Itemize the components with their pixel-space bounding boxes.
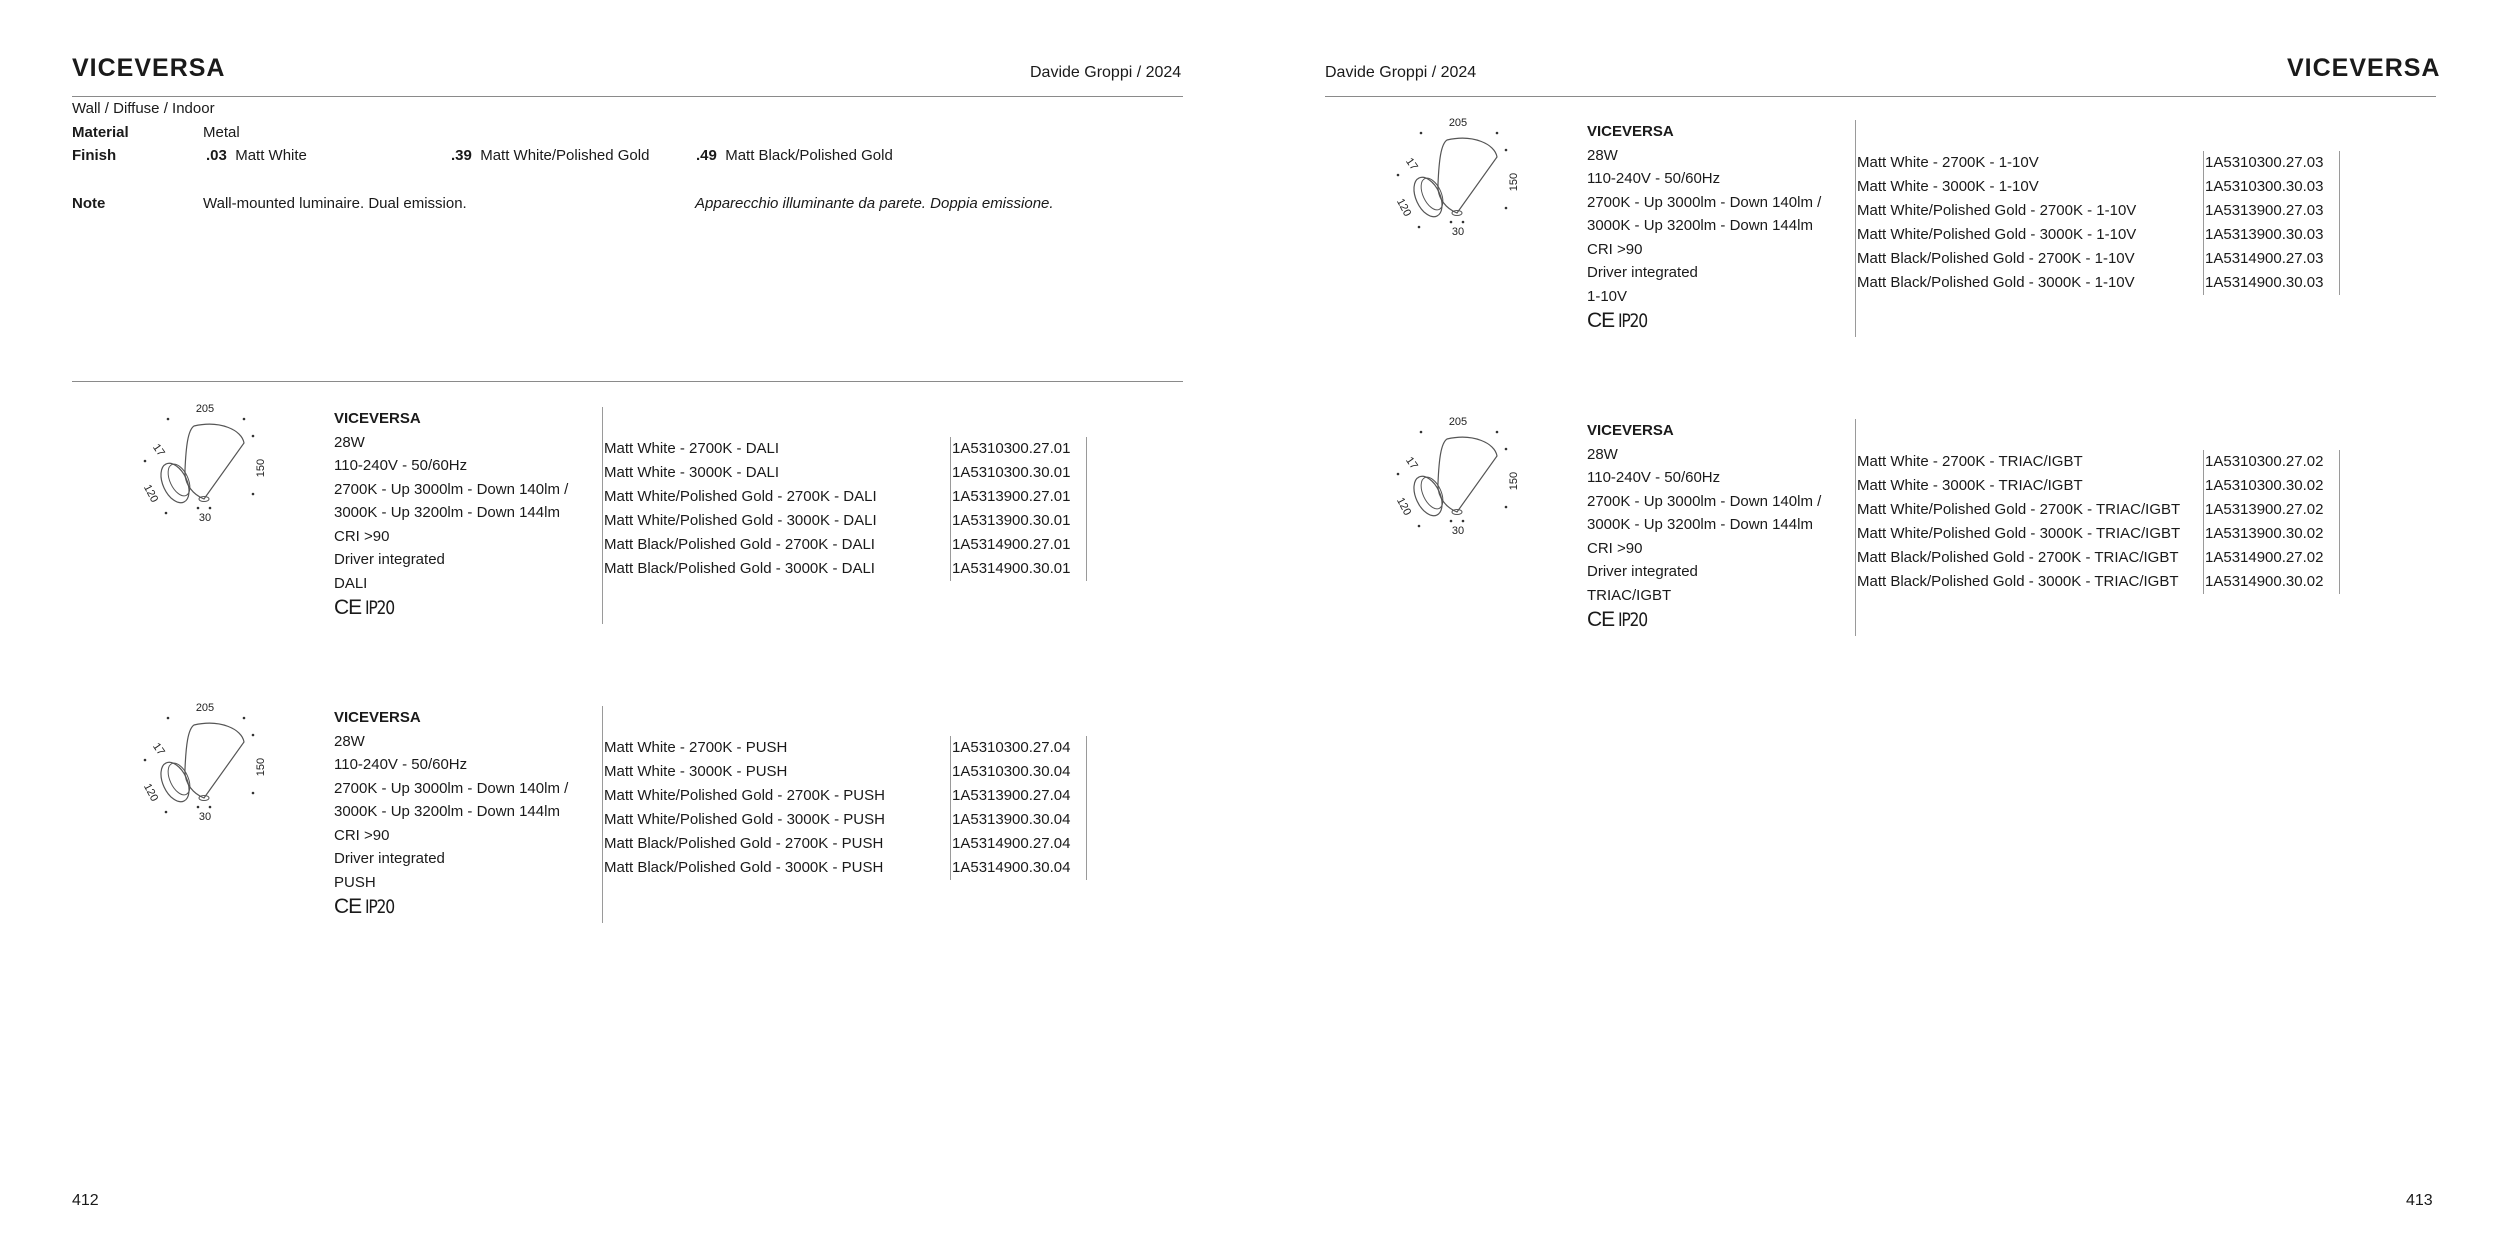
product-driver: Driver integrated (1587, 563, 1698, 580)
variant-code: 1A5310300.27.02 (2205, 453, 2324, 470)
product-control: 1-10V (1587, 287, 1628, 305)
ce-mark: CE (1587, 309, 1615, 332)
variant-code: 1A5313900.27.04 (952, 787, 1071, 804)
code-divider (950, 437, 951, 581)
variant-description: Matt Black/Polished Gold - 2700K - 1-10V (1857, 250, 2135, 267)
product-lumen-line-1: 2700K - Up 3000lm - Down 140lm / (1587, 492, 1822, 510)
finish-item (206, 144, 307, 168)
variant-description: Matt Black/Polished Gold - 2700K - DALI (604, 536, 875, 553)
variant-code: 1A5314900.30.02 (2205, 573, 2324, 590)
variant-description: Matt Black/Polished Gold - 2700K - TRIAC/IGBT (1857, 549, 2179, 566)
variant-row (1857, 498, 2324, 522)
code-end-divider (2339, 151, 2340, 295)
variant-row (604, 557, 1071, 581)
variant-code: 1A5310300.27.04 (952, 739, 1071, 756)
ce-mark: CE (334, 895, 362, 918)
dimension-width-label: 205 (1448, 416, 1468, 428)
variant-row (1857, 175, 2324, 199)
variant-table (1857, 151, 2324, 295)
variant-code: 1A5314900.30.03 (2205, 274, 2324, 291)
note-label: Note (72, 195, 106, 212)
finish-name: Matt Black/Polished Gold (725, 147, 893, 164)
product-lumen-line-2: 3000K - Up 3200lm - Down 144lm (1587, 217, 1813, 234)
variant-code: 1A5313900.30.01 (952, 512, 1071, 529)
variant-row (1857, 522, 2324, 546)
variant-description: Matt Black/Polished Gold - 3000K - PUSH (604, 859, 884, 876)
variant-code: 1A5313900.30.02 (2205, 525, 2324, 542)
material-value: Metal (203, 124, 240, 141)
finish-code: .39 (451, 147, 472, 164)
product-voltage: 110-240V - 50/60Hz (1587, 469, 1721, 486)
variant-table (1857, 450, 2324, 594)
product-lumen-line-1: 2700K - Up 3000lm - Down 140lm / (1587, 193, 1822, 211)
product-technical-drawing (130, 697, 280, 832)
variant-row (1857, 570, 2324, 594)
dimension-depth-label: 120 (1394, 495, 1414, 518)
code-divider (2203, 151, 2204, 295)
variant-description: Matt White - 2700K - DALI (604, 440, 780, 457)
ce-mark: CE (334, 596, 362, 619)
dimension-height-label: 150 (255, 458, 267, 478)
product-technical-drawing (1383, 411, 1533, 546)
product-control: TRIAC/IGBT (1587, 586, 1672, 604)
certification-mark (1587, 309, 1847, 334)
variant-description: Matt White - 3000K - 1-10V (1857, 178, 2039, 195)
dimension-angle-label: 17 (150, 740, 167, 758)
product-lumen-line-2: 3000K - Up 3200lm - Down 144lm (1587, 516, 1813, 533)
product-voltage: 110-240V - 50/60Hz (1587, 170, 1721, 187)
dimension-base-label: 30 (1451, 226, 1465, 238)
product-control: DALI (334, 574, 368, 592)
product-power: 28W (1587, 146, 1618, 164)
variant-description: Matt White/Polished Gold - 3000K - DALI (604, 512, 877, 529)
certification-mark (1587, 608, 1847, 633)
left-page-author: Davide Groppi / 2024 (1030, 64, 1182, 81)
ip-rating: IP20 (1618, 310, 1648, 332)
variant-table (604, 437, 1071, 581)
ip-rating: IP20 (365, 597, 395, 619)
spec-divider (1855, 120, 1856, 337)
code-end-divider (1086, 437, 1087, 581)
finish-code: .03 (206, 147, 227, 164)
variant-table (604, 736, 1071, 880)
product-voltage: 110-240V - 50/60Hz (334, 756, 468, 773)
product-lumen-line-1: 2700K - Up 3000lm - Down 140lm / (334, 480, 569, 498)
variant-description: Matt White - 3000K - DALI (604, 464, 780, 481)
variant-code: 1A5314900.27.02 (2205, 549, 2324, 566)
variant-row (604, 808, 1071, 832)
code-end-divider (1086, 736, 1087, 880)
material-label: Material (72, 124, 129, 141)
note-english: Wall-mounted luminaire. Dual emission. (203, 195, 467, 212)
variant-description: Matt White/Polished Gold - 2700K - PUSH (604, 787, 885, 804)
variant-description: Matt White - 3000K - TRIAC/IGBT (1857, 477, 2083, 494)
finish-item (696, 144, 893, 168)
variant-description: Matt Black/Polished Gold - 3000K - DALI (604, 560, 875, 577)
dimension-base-label: 30 (1451, 525, 1465, 537)
variant-description: Matt White - 2700K - TRIAC/IGBT (1857, 453, 2083, 470)
variant-row (1857, 199, 2324, 223)
finish-label: Finish (72, 147, 117, 164)
code-divider (2203, 450, 2204, 594)
variant-code: 1A5314900.27.03 (2205, 250, 2324, 267)
spec-divider (602, 706, 603, 923)
lamp-dimension-diagram (1383, 411, 1533, 541)
variant-code: 1A5310300.30.02 (2205, 477, 2324, 494)
right-header-divider (1325, 96, 2436, 97)
dimension-base-label: 30 (198, 512, 212, 524)
product-technical-drawing (1383, 112, 1533, 247)
variant-code: 1A5313900.27.03 (2205, 202, 2324, 219)
variant-code: 1A5310300.30.04 (952, 763, 1071, 780)
product-power: 28W (334, 732, 365, 750)
variant-row (1857, 151, 2324, 175)
product-driver: Driver integrated (1587, 264, 1698, 281)
dimension-width-label: 205 (195, 702, 215, 714)
code-end-divider (2339, 450, 2340, 594)
left-page-number: 412 (72, 1192, 99, 1209)
variant-row (604, 533, 1071, 557)
product-lumen-line-2: 3000K - Up 3200lm - Down 144lm (334, 803, 560, 820)
certification-mark (334, 596, 594, 621)
product-cri: CRI >90 (1587, 240, 1643, 258)
right-page-author: Davide Groppi / 2024 (1325, 64, 1477, 81)
variant-code: 1A5310300.30.01 (952, 464, 1071, 481)
variant-row (1857, 271, 2324, 295)
product-cri: CRI >90 (334, 527, 390, 545)
variant-description: Matt White/Polished Gold - 3000K - 1-10V (1857, 226, 2137, 243)
product-name: VICEVERSA (1587, 422, 1674, 439)
ce-mark: CE (1587, 608, 1615, 631)
finish-name: Matt White/Polished Gold (480, 147, 650, 164)
variant-code: 1A5313900.30.03 (2205, 226, 2324, 243)
variant-code: 1A5314900.27.01 (952, 536, 1071, 553)
note-italian: Apparecchio illuminante da parete. Doppia emissione. (695, 195, 1054, 212)
variant-code: 1A5313900.30.04 (952, 811, 1071, 828)
variant-code: 1A5310300.30.03 (2205, 178, 2324, 195)
lamp-dimension-diagram (1383, 112, 1533, 242)
variant-description: Matt Black/Polished Gold - 3000K - 1-10V (1857, 274, 2135, 291)
product-driver: Driver integrated (334, 551, 445, 568)
right-page-title: VICEVERSA (2287, 54, 2441, 82)
dimension-width-label: 205 (195, 403, 215, 415)
dimension-angle-label: 17 (1403, 454, 1420, 472)
variant-description: Matt White - 2700K - PUSH (604, 739, 788, 756)
variant-code: 1A5314900.30.01 (952, 560, 1071, 577)
product-spec (334, 407, 594, 621)
product-control: PUSH (334, 873, 376, 891)
variant-row (604, 760, 1071, 784)
variant-row (604, 784, 1071, 808)
spec-divider (602, 407, 603, 624)
dimension-angle-label: 17 (1403, 155, 1420, 173)
product-name: VICEVERSA (1587, 123, 1674, 140)
lamp-dimension-diagram (130, 398, 280, 528)
variant-code: 1A5310300.27.03 (2205, 154, 2324, 171)
variant-row (604, 485, 1071, 509)
dimension-depth-label: 120 (141, 781, 161, 804)
spec-divider (1855, 419, 1856, 636)
variant-code: 1A5310300.27.01 (952, 440, 1071, 457)
dimension-base-label: 30 (198, 811, 212, 823)
variant-description: Matt White/Polished Gold - 2700K - 1-10V (1857, 202, 2137, 219)
variant-row (604, 856, 1071, 880)
ip-rating: IP20 (1618, 609, 1648, 631)
dimension-width-label: 205 (1448, 117, 1468, 129)
product-spec (1587, 419, 1847, 633)
product-name: VICEVERSA (334, 410, 421, 427)
variant-row (1857, 546, 2324, 570)
section-divider (72, 381, 1183, 382)
product-cri: CRI >90 (1587, 539, 1643, 557)
finish-code: .49 (696, 147, 717, 164)
variant-description: Matt Black/Polished Gold - 2700K - PUSH (604, 835, 884, 852)
category-text: Wall / Diffuse / Indoor (72, 100, 215, 117)
dimension-height-label: 150 (255, 757, 267, 777)
certification-mark (334, 895, 594, 920)
variant-code: 1A5313900.27.01 (952, 488, 1071, 505)
product-lumen-line-1: 2700K - Up 3000lm - Down 140lm / (334, 779, 569, 797)
product-name: VICEVERSA (334, 709, 421, 726)
product-cri: CRI >90 (334, 826, 390, 844)
product-voltage: 110-240V - 50/60Hz (334, 457, 468, 474)
product-power: 28W (334, 433, 365, 451)
dimension-depth-label: 120 (141, 482, 161, 505)
right-page-number: 413 (2406, 1192, 2433, 1209)
ip-rating: IP20 (365, 896, 395, 918)
variant-description: Matt White - 2700K - 1-10V (1857, 154, 2039, 171)
product-driver: Driver integrated (334, 850, 445, 867)
variant-description: Matt White/Polished Gold - 3000K - TRIAC/IGBT (1857, 525, 2181, 542)
variant-row (604, 832, 1071, 856)
product-lumen-line-2: 3000K - Up 3200lm - Down 144lm (334, 504, 560, 521)
variant-description: Matt White - 3000K - PUSH (604, 763, 788, 780)
product-technical-drawing (130, 398, 280, 533)
variant-row (604, 509, 1071, 533)
dimension-depth-label: 120 (1394, 196, 1414, 219)
code-divider (950, 736, 951, 880)
variant-row (1857, 223, 2324, 247)
product-spec (334, 706, 594, 920)
variant-row (604, 437, 1071, 461)
variant-row (604, 461, 1071, 485)
left-page-title: VICEVERSA (72, 54, 226, 82)
dimension-height-label: 150 (1508, 172, 1520, 192)
variant-row (604, 736, 1071, 760)
variant-description: Matt Black/Polished Gold - 3000K - TRIAC/IGBT (1857, 573, 2179, 590)
variant-code: 1A5314900.27.04 (952, 835, 1071, 852)
variant-row (1857, 247, 2324, 271)
product-spec (1587, 120, 1847, 334)
variant-row (1857, 474, 2324, 498)
variant-description: Matt White/Polished Gold - 2700K - TRIAC/IGBT (1857, 501, 2181, 518)
lamp-dimension-diagram (130, 697, 280, 827)
variant-description: Matt White/Polished Gold - 2700K - DALI (604, 488, 877, 505)
left-header-divider (72, 96, 1183, 97)
variant-code: 1A5313900.27.02 (2205, 501, 2324, 518)
product-power: 28W (1587, 445, 1618, 463)
variant-row (1857, 450, 2324, 474)
variant-code: 1A5314900.30.04 (952, 859, 1071, 876)
variant-description: Matt White/Polished Gold - 3000K - PUSH (604, 811, 885, 828)
dimension-angle-label: 17 (150, 441, 167, 459)
dimension-height-label: 150 (1508, 471, 1520, 491)
finish-item (451, 144, 649, 168)
finish-name: Matt White (235, 147, 307, 164)
